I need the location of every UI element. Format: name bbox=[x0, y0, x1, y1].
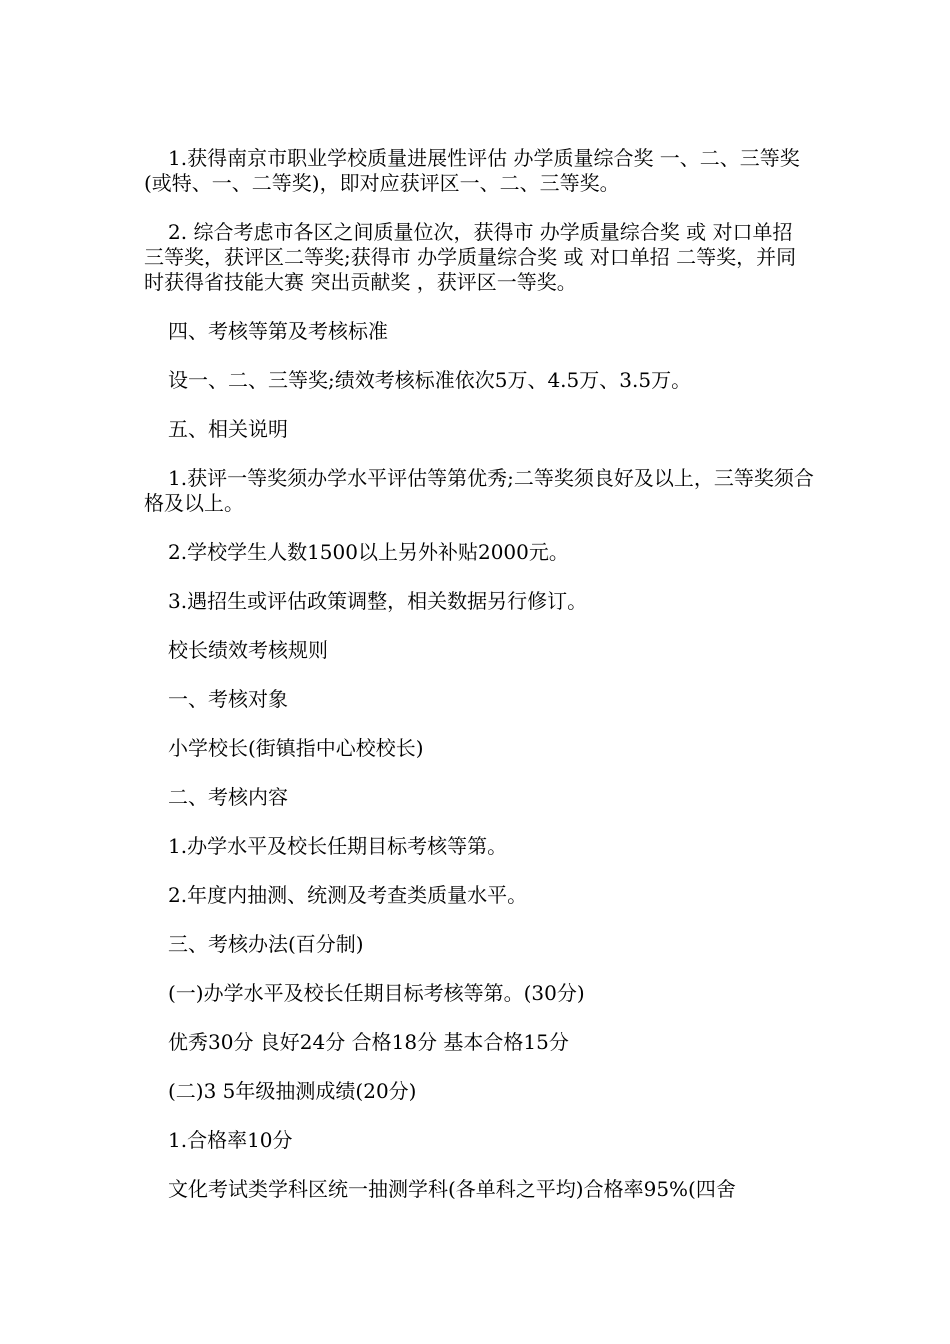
paragraph-1: 1.获得南京市职业学校质量进展性评估 办学质量综合奖 一、二、三等奖(或特、一、二等奖)，即对应获评区一、二、三等奖。 bbox=[144, 146, 800, 195]
paragraph-7: 小学校长(街镇指中心校校长) bbox=[168, 736, 424, 760]
paragraph-5: 2.学校学生人数1500以上另外补贴2000元。 bbox=[168, 540, 569, 564]
document-body bbox=[144, 146, 816, 1226]
section-heading-1: 一、考核对象 bbox=[168, 687, 288, 711]
paragraph-3: 设一、二、三等奖;绩效考核标准依次5万、4.5万、3.5万。 bbox=[168, 368, 692, 392]
paragraph-13: 1.合格率10分 bbox=[168, 1128, 293, 1152]
paragraph-10: (一)办学水平及校长任期目标考核等第。(30分) bbox=[168, 981, 585, 1005]
section-heading-2: 二、考核内容 bbox=[168, 785, 288, 809]
paragraph-9: 2.年度内抽测、统测及考查类质量水平。 bbox=[168, 883, 528, 907]
paragraph-2: 2. 综合考虑市各区之间质量位次，获得市 办学质量综合奖 或 对口单招 三等奖，获评区二等奖;获得市 办学质量综合奖 或 对口单招 二等奖，并同时获得省技能大赛 突出贡献奖 ，获评区一等奖。 bbox=[144, 220, 797, 294]
paragraph-6: 3.遇招生或评估政策调整，相关数据另行修订。 bbox=[168, 589, 588, 613]
section-heading-3: 三、考核办法(百分制) bbox=[168, 932, 364, 956]
paragraph-11: 优秀30分 良好24分 合格18分 基本合格15分 bbox=[168, 1030, 569, 1054]
section-heading-4: 四、考核等第及考核标准 bbox=[168, 319, 388, 343]
paragraph-4: 1.获评一等奖须办学水平评估等第优秀;二等奖须良好及以上，三等奖须合格及以上。 bbox=[144, 466, 814, 515]
paragraph-12: (二)3 5年级抽测成绩(20分) bbox=[168, 1079, 417, 1103]
section-heading-5: 五、相关说明 bbox=[168, 417, 288, 441]
paragraph-8: 1.办学水平及校长任期目标考核等第。 bbox=[168, 834, 508, 858]
document-subtitle: 校长绩效考核规则 bbox=[168, 638, 328, 662]
paragraph-14: 文化考试类学科区统一抽测学科(各单科之平均)合格率95%(四舍 bbox=[168, 1177, 736, 1201]
